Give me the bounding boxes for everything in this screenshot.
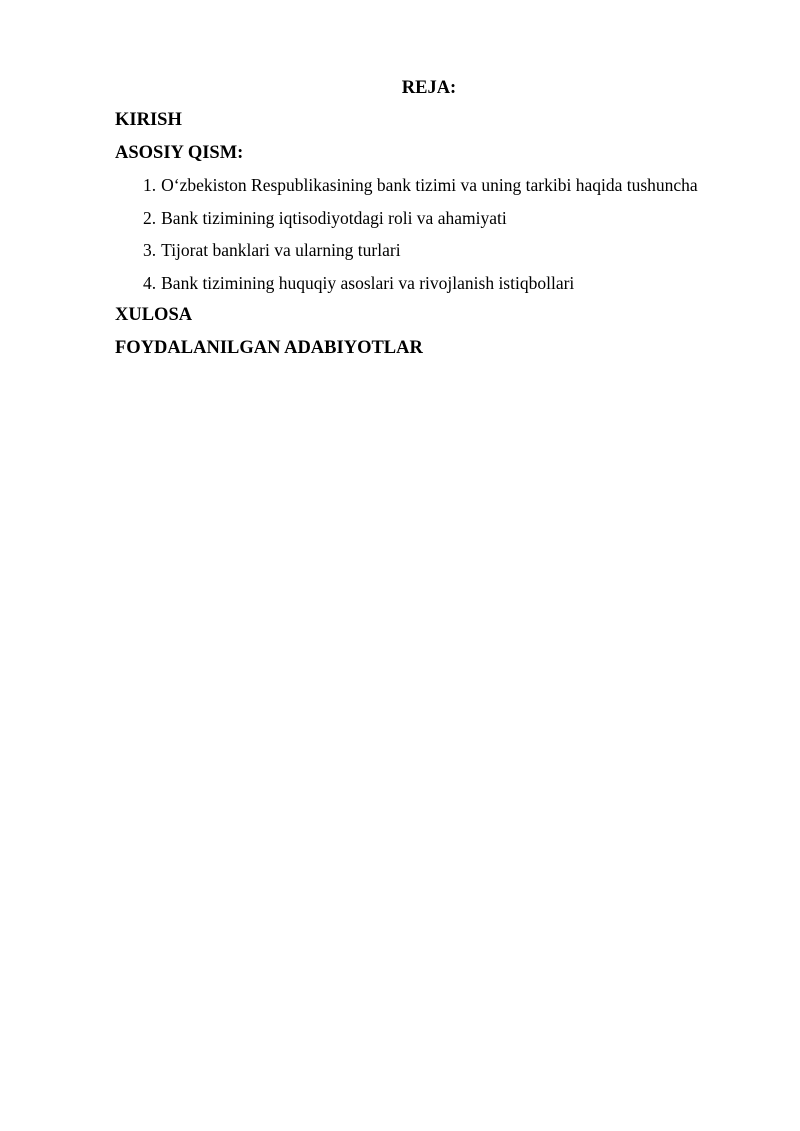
plan-item-number: 2. bbox=[143, 207, 157, 228]
plan-list bbox=[143, 173, 698, 303]
plan-item-number: 3. bbox=[143, 240, 157, 260]
plan-item bbox=[143, 271, 698, 304]
plan-item bbox=[143, 238, 698, 271]
plan-item-text: O‘zbekiston Respublikasining bank tizimi va uning tarkibi haqida tushuncha bbox=[161, 175, 698, 195]
main-part-heading: ASOSIY QISM: bbox=[115, 143, 244, 163]
plan-item bbox=[143, 173, 698, 206]
plan-title: REJA: bbox=[401, 78, 457, 98]
plan-item-number: 1. bbox=[143, 175, 157, 195]
references-heading: FOYDALANILGAN ADABIYOTLAR bbox=[115, 338, 423, 358]
introduction-heading: KIRISH bbox=[115, 110, 182, 130]
plan-item-text: Bank tizimining iqtisodiyotdagi roli va ahamiyati bbox=[161, 207, 507, 228]
plan-item-text: Tijorat banklari va ularning turlari bbox=[161, 240, 401, 260]
plan-item bbox=[143, 206, 698, 239]
conclusion-heading: XULOSA bbox=[115, 305, 193, 325]
plan-item-text: Bank tizimining huquqiy asoslari va rivojlanish istiqbollari bbox=[161, 272, 575, 293]
plan-item-number: 4. bbox=[143, 272, 157, 293]
